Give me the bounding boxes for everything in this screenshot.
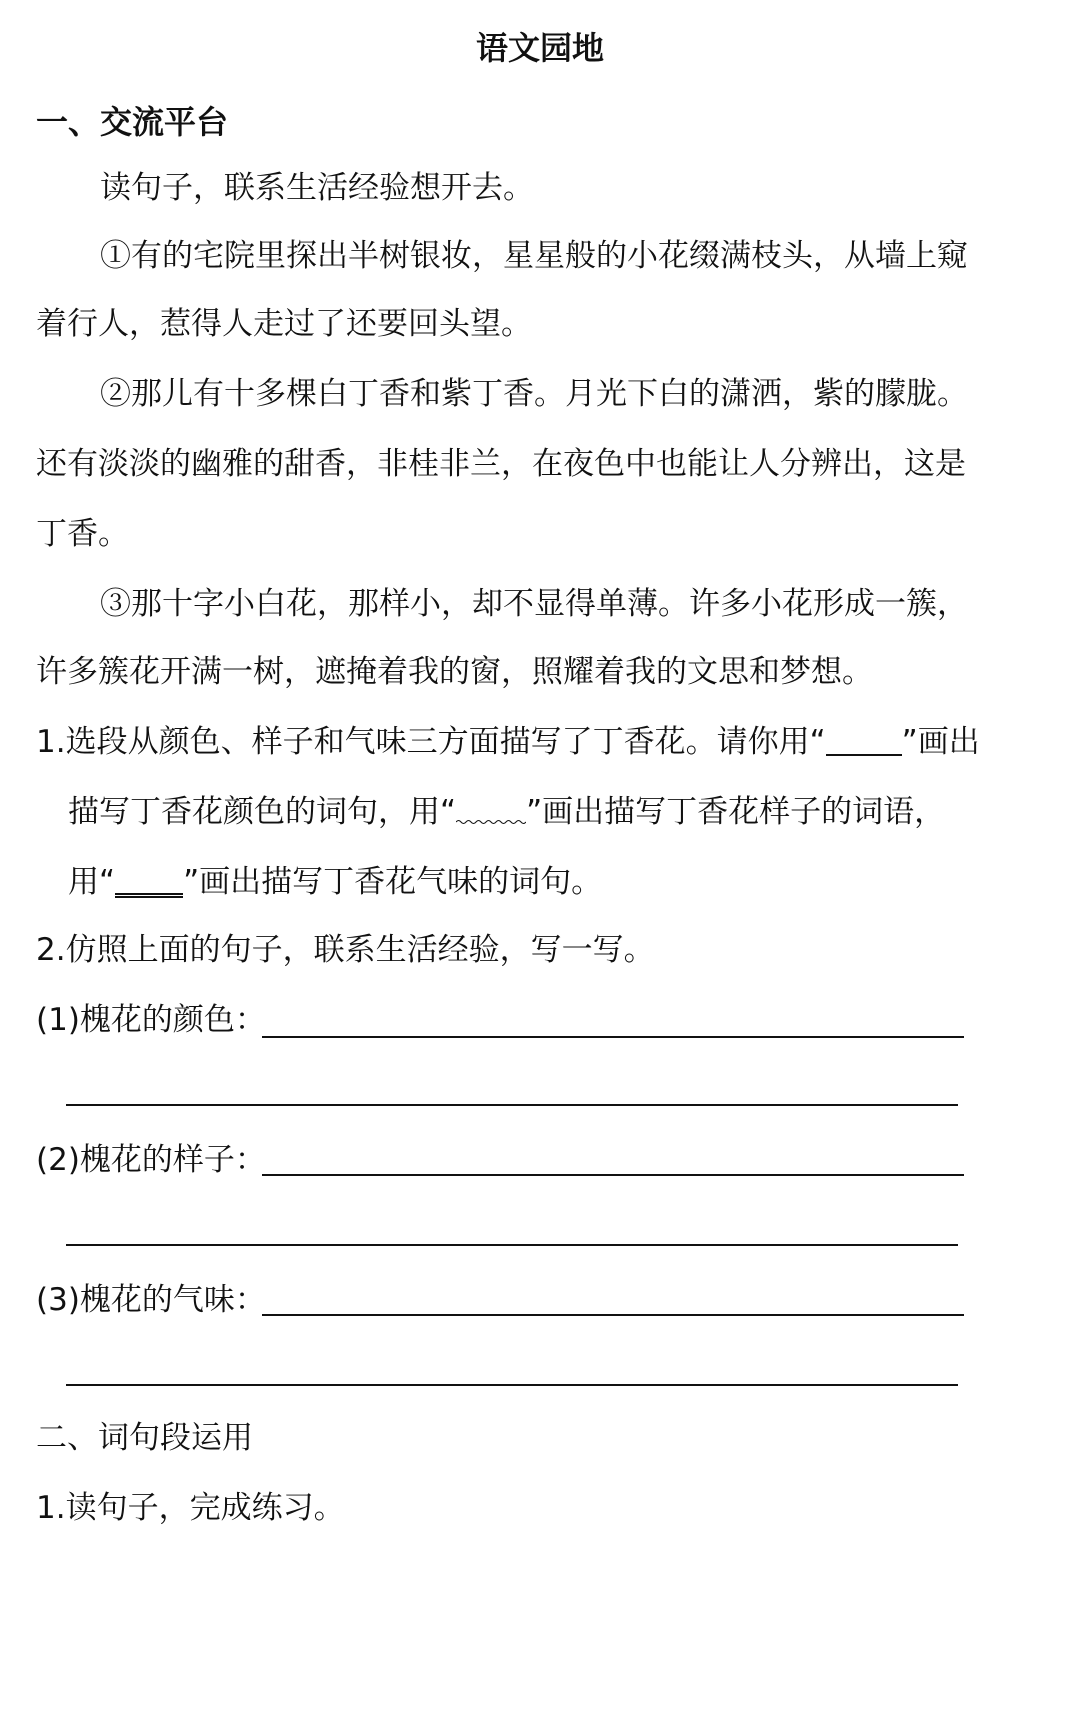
page-title: 语文园地 bbox=[475, 29, 604, 67]
question1-line3-text-b: ”画出描写丁香花气味的词句。 bbox=[183, 864, 603, 900]
question2-item1-label: (1)槐花的颜色： bbox=[36, 1002, 266, 1038]
answer-line-2b[interactable] bbox=[66, 1244, 958, 1246]
question2-item3-label: (3)槐花的气味： bbox=[36, 1282, 266, 1318]
question2-text: 2.仿照上面的句子，联系生活经验，写一写。 bbox=[36, 932, 655, 968]
question1-line2-text-b: ”画出描写丁香花样子的词语， bbox=[526, 794, 946, 830]
answer-line-3b[interactable] bbox=[66, 1384, 958, 1386]
question1-line3-text-a: 用“ bbox=[68, 864, 116, 900]
question1-line2-text-a: 描写丁香花颜色的词句，用“ bbox=[68, 794, 457, 830]
answer-line-1b[interactable] bbox=[66, 1104, 958, 1106]
answer-line-3a[interactable] bbox=[262, 1314, 964, 1316]
question1-line1-text-b: ”画出 bbox=[901, 724, 980, 760]
passage2-line1: ②那儿有十多棵白丁香和紫丁香。月光下白的潇洒，紫的朦胧。 bbox=[100, 376, 968, 412]
section2-heading: 二、词句段运用 bbox=[36, 1420, 253, 1456]
passage2-line3: 丁香。 bbox=[36, 516, 129, 552]
wavy-line-icon bbox=[456, 818, 526, 826]
passage3-line1: ③那十字小白花，那样小，却不显得单薄。许多小花形成一簇， bbox=[100, 586, 968, 622]
section2-question1: 1.读句子，完成练习。 bbox=[36, 1490, 345, 1526]
question1-line3 bbox=[68, 862, 602, 902]
answer-line-1a[interactable] bbox=[262, 1036, 964, 1038]
answer-line-2a[interactable] bbox=[262, 1174, 964, 1176]
section1-intro: 读句子，联系生活经验想开去。 bbox=[100, 170, 534, 206]
passage1-line2: 着行人，惹得人走过了还要回头望。 bbox=[36, 306, 532, 342]
passage3-line2: 许多簇花开满一树，遮掩着我的窗，照耀着我的文思和梦想。 bbox=[36, 654, 873, 690]
passage1-line1: ①有的宅院里探出半树银妆，星星般的小花缀满枝头，从墙上窥 bbox=[100, 238, 968, 274]
question1-line1 bbox=[36, 722, 980, 762]
question2-item2-label: (2)槐花的样子： bbox=[36, 1142, 266, 1178]
section1-heading: 一、交流平台 bbox=[36, 103, 229, 141]
passage2-line2: 还有淡淡的幽雅的甜香，非桂非兰，在夜色中也能让人分辨出，这是 bbox=[36, 446, 966, 482]
single-underline-sample bbox=[826, 724, 902, 756]
question1-line2 bbox=[68, 792, 945, 832]
double-underline-sample bbox=[115, 863, 183, 898]
question1-line1-text-a: 1.选段从颜色、样子和气味三方面描写了丁香花。请你用“ bbox=[36, 724, 826, 760]
wavy-underline-sample bbox=[456, 796, 526, 826]
